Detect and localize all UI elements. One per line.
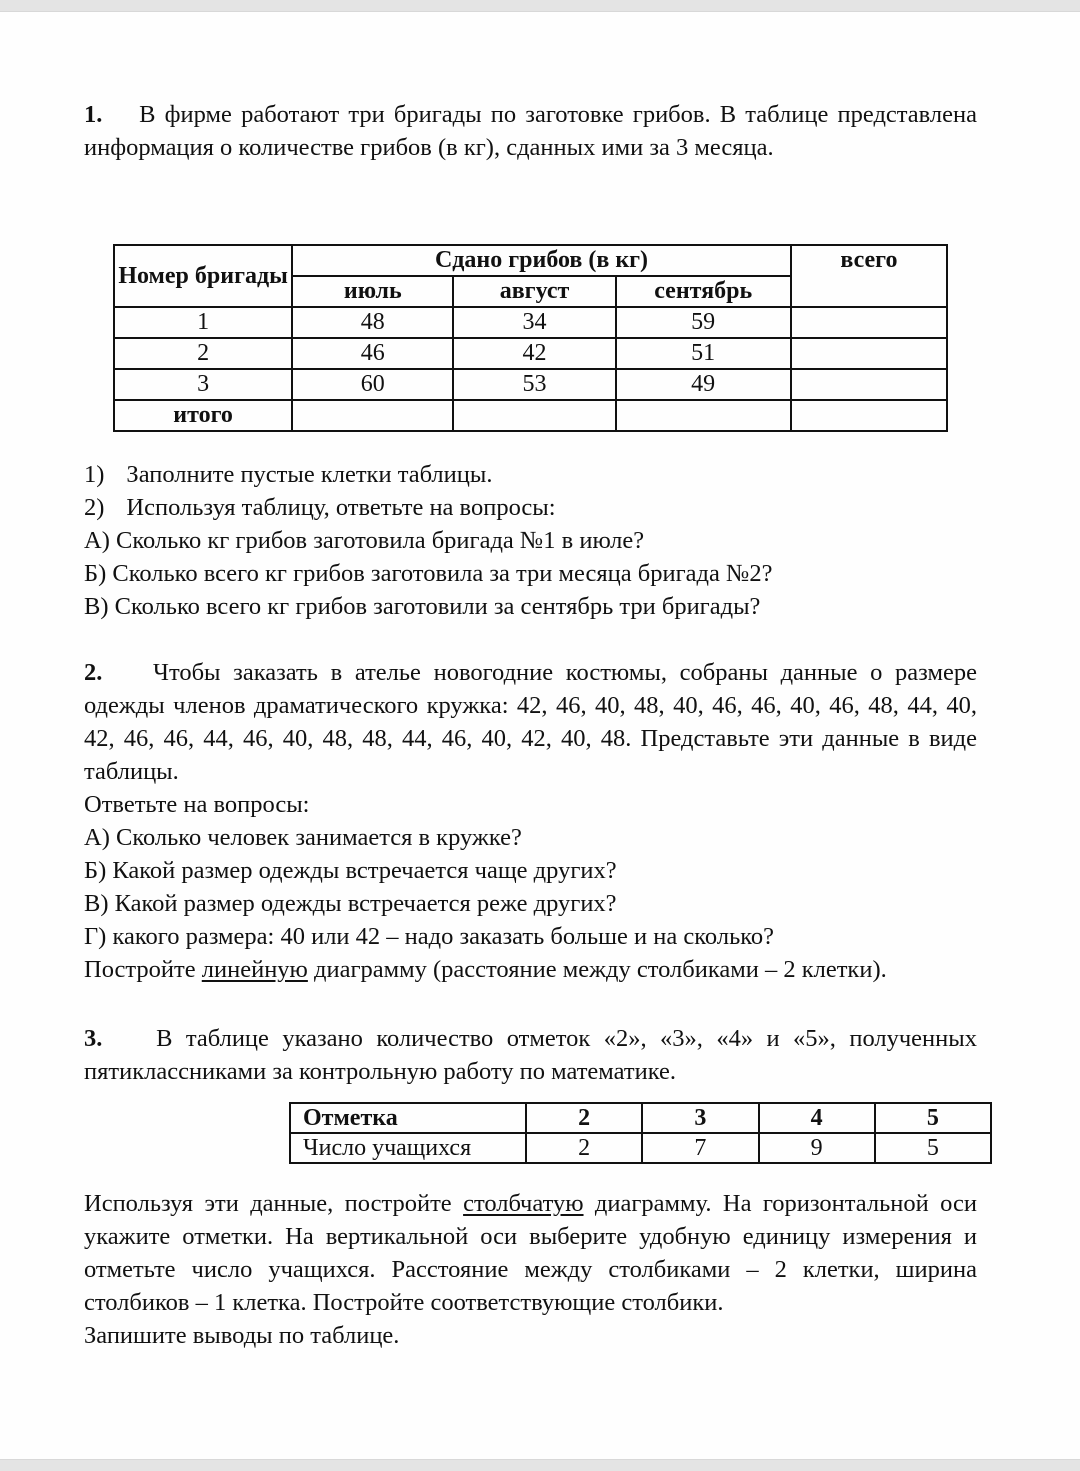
value-cell: 51 <box>616 338 791 369</box>
footer-cell-empty <box>791 400 947 431</box>
table-row <box>114 338 947 369</box>
header-brigade: Номер бригады <box>114 245 292 307</box>
count-cell: 7 <box>642 1133 758 1163</box>
header-month-august: август <box>453 276 615 307</box>
value-cell: 53 <box>453 369 615 400</box>
footer-label: итого <box>114 400 292 431</box>
step-marker: 1) <box>84 461 105 488</box>
value-cell: 42 <box>453 338 615 369</box>
count-cell: 2 <box>526 1133 642 1163</box>
value-cell: 59 <box>616 307 791 338</box>
grades-row <box>290 1103 991 1133</box>
instr-text: Используя эти данные, постройте <box>84 1190 464 1217</box>
table-footer-row <box>114 400 947 431</box>
count-cell: 5 <box>875 1133 991 1163</box>
grades-table <box>289 1102 992 1164</box>
header-month-july: июль <box>292 276 453 307</box>
task2-question-a: А) Сколько человек занимается в кружке? <box>84 824 522 851</box>
task1-question-c: В) Сколько всего кг грибов заготовили за сентябрь три бригады? <box>84 593 761 620</box>
footer-cell-empty <box>453 400 615 431</box>
build-text: Постройте <box>84 956 202 983</box>
worksheet-page <box>0 11 1080 1460</box>
task2-intro-text: Чтобы заказать в ателье новогодние костюмы, собраны данные о размере одежды членов драматического кружка: 42, 46, 40, 48, 40, 46, 46, 40, 46, 48, 44, 40, 42, 46, 46, 44, 46, 40, 48, 48, 44, 46, 40, 42, 40, 48. Представьте эти данные в виде таблицы. <box>84 659 978 785</box>
value-cell: 46 <box>292 338 453 369</box>
brigade-cell: 2 <box>114 338 292 369</box>
value-cell: 34 <box>453 307 615 338</box>
header-group: Сдано грибов (в кг) <box>292 245 791 276</box>
task3-instructions <box>84 1187 984 1319</box>
value-cell: 49 <box>616 369 791 400</box>
grade-label: Отметка <box>290 1103 526 1133</box>
task3-intro <box>84 1022 977 1088</box>
total-cell-empty <box>791 307 947 338</box>
task2-build-instruction <box>84 953 887 986</box>
task1-intro <box>84 98 977 164</box>
total-cell-empty <box>791 338 947 369</box>
task2-number: 2. <box>84 659 103 686</box>
grade-cell: 4 <box>759 1103 875 1133</box>
value-cell: 60 <box>292 369 453 400</box>
count-cell: 9 <box>759 1133 875 1163</box>
step-marker: 2) <box>84 494 105 521</box>
task2-question-c: В) Какой размер одежды встречается реже других? <box>84 890 617 917</box>
task1-number: 1. <box>84 101 103 128</box>
task1-question-b: Б) Сколько всего кг грибов заготовила за три месяца бригада №2? <box>84 560 773 587</box>
grade-cell: 3 <box>642 1103 758 1133</box>
task2-answer-prompt: Ответьте на вопросы: <box>84 791 310 818</box>
header-month-september: сентябрь <box>616 276 791 307</box>
total-cell-empty <box>791 369 947 400</box>
task3-intro-text: В таблице указано количество отметок «2», «3», «4» и «5», полученных пятиклассниками за контрольную работу по математике. <box>84 1025 977 1085</box>
build-underlined-word: линейную <box>201 956 308 983</box>
task3-number: 3. <box>84 1025 103 1052</box>
value-cell: 48 <box>292 307 453 338</box>
task2-question-d: Г) какого размера: 40 или 42 – надо заказать больше и на сколько? <box>84 923 775 950</box>
task1-step-1 <box>84 458 492 491</box>
step-text: Используя таблицу, ответьте на вопросы: <box>126 494 556 521</box>
task3-conclusion-instruction: Запишите выводы по таблице. <box>84 1322 400 1349</box>
grade-cell: 2 <box>526 1103 642 1133</box>
task1-step-2 <box>84 491 556 524</box>
task2-intro <box>84 656 977 788</box>
header-total: всего <box>791 245 947 307</box>
brigade-cell: 1 <box>114 307 292 338</box>
build-text: диаграмму (расстояние между столбиками – 2 клетки). <box>307 956 887 983</box>
table-row <box>114 307 947 338</box>
instr-underlined-word: столбчатую <box>463 1190 584 1217</box>
count-label: Число учащихся <box>290 1133 526 1163</box>
footer-cell-empty <box>292 400 453 431</box>
brigade-cell: 3 <box>114 369 292 400</box>
step-text: Заполните пустые клетки таблицы. <box>126 461 493 488</box>
task2-question-b: Б) Какой размер одежды встречается чаще других? <box>84 857 617 884</box>
table-row <box>114 369 947 400</box>
mushroom-table <box>113 244 948 432</box>
task1-intro-text: В фирме работают три бригады по заготовке грибов. В таблице представлена информация о количестве грибов (в кг), сданных ими за 3 месяца. <box>84 101 978 161</box>
instr-text: диаграмму. На горизонтальной оси укажите отметки. На вертикальной оси выберите удобную единицу измерения и отметьте число учащихся. Расстояние между столбиками – 2 клетки, ширина столбиков – 1 клетка. Постройте соответствующие столбики. <box>84 1190 984 1316</box>
counts-row <box>290 1133 991 1163</box>
footer-cell-empty <box>616 400 791 431</box>
grade-cell: 5 <box>875 1103 991 1133</box>
task1-question-a: А) Сколько кг грибов заготовила бригада №1 в июле? <box>84 527 645 554</box>
